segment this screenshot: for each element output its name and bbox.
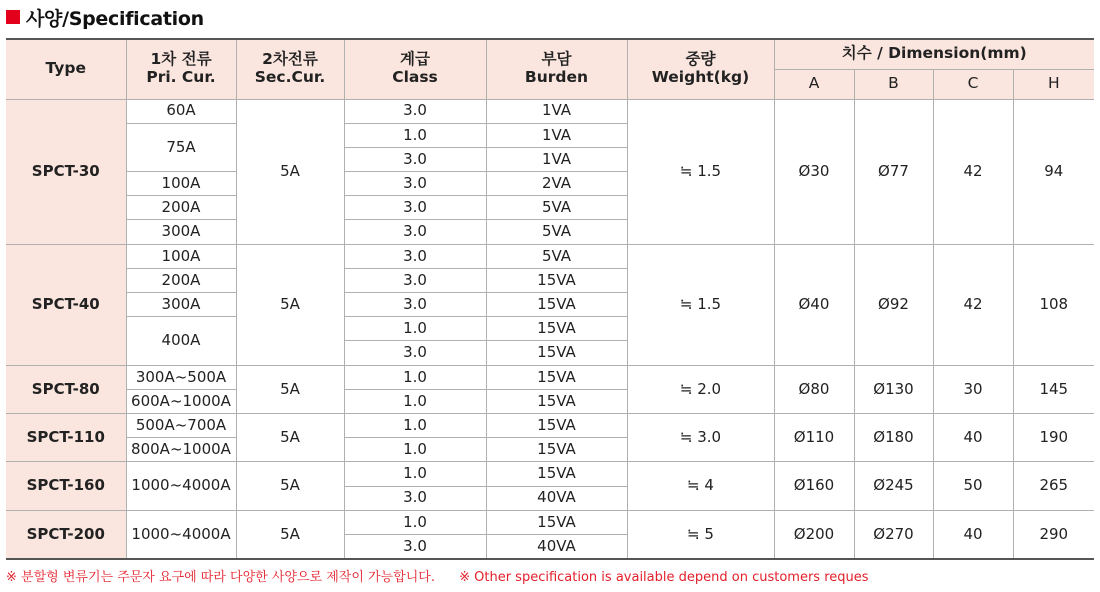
dim-c-cell: 42 [933, 99, 1013, 244]
header-dim-a: A [774, 69, 854, 99]
header-primary-current: 1차 전류 Pri. Cur. [126, 39, 236, 99]
header-weight: 중량 Weight(kg) [627, 39, 774, 99]
class-cell: 1.0 [344, 389, 486, 413]
specification-table [6, 38, 1094, 560]
dim-c-cell: 40 [933, 510, 1013, 558]
type-cell: SPCT-30 [6, 99, 126, 244]
secondary-current-cell: 5A [236, 99, 344, 244]
dim-b-cell: Ø92 [854, 244, 933, 365]
dim-c-cell: 30 [933, 365, 1013, 413]
weight-cell: ≒ 5 [627, 510, 774, 558]
class-cell: 3.0 [344, 99, 486, 123]
class-cell: 1.0 [344, 438, 486, 462]
class-cell: 3.0 [344, 534, 486, 558]
header-burden: 부담 Burden [486, 39, 627, 99]
dim-a-cell: Ø160 [774, 462, 854, 510]
dim-b-cell: Ø245 [854, 462, 933, 510]
burden-cell: 5VA [486, 220, 627, 244]
type-cell: SPCT-200 [6, 510, 126, 558]
secondary-current-cell: 5A [236, 244, 344, 365]
header-dimension: 치수 / Dimension(mm) [774, 39, 1094, 69]
burden-cell: 1VA [486, 99, 627, 123]
class-cell: 1.0 [344, 510, 486, 534]
class-cell: 1.0 [344, 317, 486, 341]
weight-cell: ≒ 3.0 [627, 413, 774, 461]
class-cell: 1.0 [344, 462, 486, 486]
dim-b-cell: Ø180 [854, 413, 933, 461]
dim-b-cell: Ø270 [854, 510, 933, 558]
class-cell: 3.0 [344, 147, 486, 171]
class-cell: 3.0 [344, 293, 486, 317]
footnote-korean: ※ 분할형 변류기는 주문자 요구에 따라 다양한 사양으로 제작이 가능합니다. [6, 570, 435, 585]
dim-h-cell: 190 [1013, 413, 1094, 461]
burden-cell: 5VA [486, 244, 627, 268]
dim-h-cell: 94 [1013, 99, 1094, 244]
footnote [6, 566, 869, 585]
burden-cell: 1VA [486, 123, 627, 147]
burden-cell: 15VA [486, 438, 627, 462]
dim-a-cell: Ø200 [774, 510, 854, 558]
primary-current-cell: 60A [126, 99, 236, 123]
dim-h-cell: 108 [1013, 244, 1094, 365]
table-row [6, 413, 1094, 437]
class-cell: 3.0 [344, 244, 486, 268]
primary-current-cell: 300A [126, 293, 236, 317]
section-title [6, 4, 204, 30]
burden-cell: 5VA [486, 196, 627, 220]
header-type: Type [6, 39, 126, 99]
burden-cell: 2VA [486, 172, 627, 196]
primary-current-cell: 1000~4000A [126, 510, 236, 558]
class-cell: 1.0 [344, 123, 486, 147]
footnote-english: ※ Other specification is available depend on customers reques [459, 570, 869, 585]
burden-cell: 15VA [486, 341, 627, 365]
burden-cell: 15VA [486, 293, 627, 317]
table-row [6, 99, 1094, 123]
weight-cell: ≒ 1.5 [627, 244, 774, 365]
primary-current-cell: 200A [126, 196, 236, 220]
burden-cell: 40VA [486, 534, 627, 558]
class-cell: 1.0 [344, 413, 486, 437]
dim-c-cell: 40 [933, 413, 1013, 461]
header-class: 계급 Class [344, 39, 486, 99]
weight-cell: ≒ 4 [627, 462, 774, 510]
primary-current-cell: 400A [126, 317, 236, 365]
class-cell: 3.0 [344, 196, 486, 220]
primary-current-cell: 1000~4000A [126, 462, 236, 510]
header-dim-h: H [1013, 69, 1094, 99]
title-marker-square [6, 10, 20, 24]
class-cell: 3.0 [344, 268, 486, 292]
class-cell: 1.0 [344, 365, 486, 389]
weight-cell: ≒ 2.0 [627, 365, 774, 413]
primary-current-cell: 800A~1000A [126, 438, 236, 462]
header-dim-b: B [854, 69, 933, 99]
primary-current-cell: 300A~500A [126, 365, 236, 389]
type-cell: SPCT-160 [6, 462, 126, 510]
burden-cell: 15VA [486, 413, 627, 437]
burden-cell: 15VA [486, 268, 627, 292]
table-row [6, 244, 1094, 268]
burden-cell: 15VA [486, 510, 627, 534]
burden-cell: 15VA [486, 462, 627, 486]
table-row [6, 365, 1094, 389]
burden-cell: 40VA [486, 486, 627, 510]
primary-current-cell: 500A~700A [126, 413, 236, 437]
section-title-text: 사양/Specification [26, 7, 204, 30]
class-cell: 3.0 [344, 172, 486, 196]
secondary-current-cell: 5A [236, 365, 344, 413]
header-secondary-current: 2차전류 Sec.Cur. [236, 39, 344, 99]
table-row [6, 510, 1094, 534]
dim-c-cell: 50 [933, 462, 1013, 510]
table-row [6, 462, 1094, 486]
type-cell: SPCT-40 [6, 244, 126, 365]
secondary-current-cell: 5A [236, 413, 344, 461]
dim-c-cell: 42 [933, 244, 1013, 365]
primary-current-cell: 300A [126, 220, 236, 244]
dim-h-cell: 265 [1013, 462, 1094, 510]
dim-b-cell: Ø77 [854, 99, 933, 244]
class-cell: 3.0 [344, 486, 486, 510]
dim-a-cell: Ø110 [774, 413, 854, 461]
burden-cell: 15VA [486, 365, 627, 389]
primary-current-cell: 200A [126, 268, 236, 292]
type-cell: SPCT-110 [6, 413, 126, 461]
primary-current-cell: 100A [126, 244, 236, 268]
weight-cell: ≒ 1.5 [627, 99, 774, 244]
dim-h-cell: 145 [1013, 365, 1094, 413]
dim-a-cell: Ø30 [774, 99, 854, 244]
class-cell: 3.0 [344, 341, 486, 365]
burden-cell: 15VA [486, 389, 627, 413]
dim-a-cell: Ø80 [774, 365, 854, 413]
secondary-current-cell: 5A [236, 462, 344, 510]
spec-table-body [6, 99, 1094, 559]
primary-current-cell: 600A~1000A [126, 389, 236, 413]
class-cell: 3.0 [344, 220, 486, 244]
burden-cell: 15VA [486, 317, 627, 341]
header-dim-c: C [933, 69, 1013, 99]
secondary-current-cell: 5A [236, 510, 344, 558]
dim-a-cell: Ø40 [774, 244, 854, 365]
primary-current-cell: 75A [126, 123, 236, 171]
primary-current-cell: 100A [126, 172, 236, 196]
burden-cell: 1VA [486, 147, 627, 171]
dim-b-cell: Ø130 [854, 365, 933, 413]
dim-h-cell: 290 [1013, 510, 1094, 558]
type-cell: SPCT-80 [6, 365, 126, 413]
